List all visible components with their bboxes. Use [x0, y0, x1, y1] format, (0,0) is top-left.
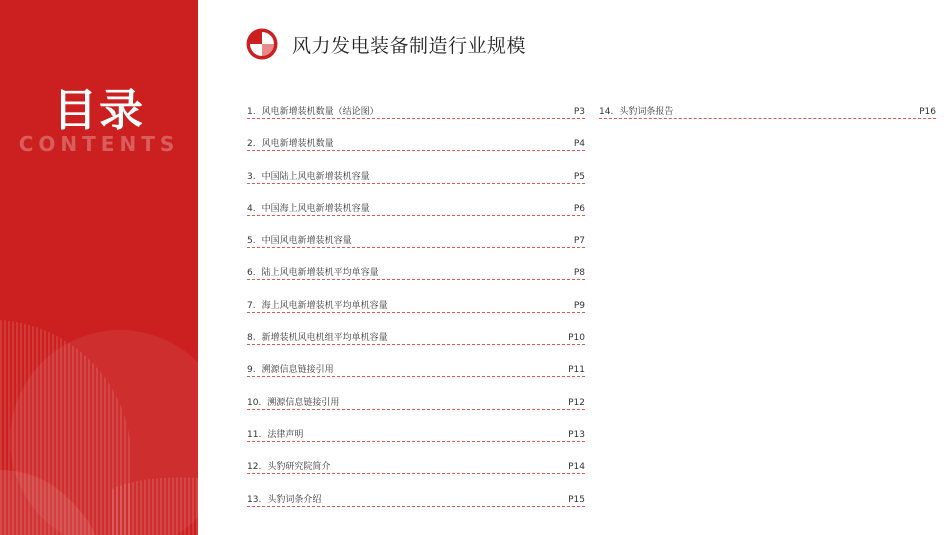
toc-item[interactable]: [599, 104, 936, 136]
toc-item-number: 7.: [247, 300, 256, 311]
toc-item-label: 头豹词条介绍: [267, 494, 322, 505]
toc-item-label: 陆上风电新增装机平均单容量: [261, 268, 379, 279]
toc-item-number: 13.: [247, 494, 262, 505]
toc-item-label: 中国海上风电新增装机容量: [261, 203, 370, 214]
toc-item-number: 9.: [247, 365, 256, 376]
toc-item[interactable]: [247, 169, 585, 201]
toc-item-page: P3: [573, 107, 585, 117]
toc-item[interactable]: [247, 362, 585, 394]
toc-item-page: P10: [568, 333, 585, 344]
toc-item-page: P15: [568, 494, 585, 505]
toc-item-number: 10.: [247, 397, 262, 408]
toc-item-number: 1.: [247, 107, 256, 117]
toc-item-page: P8: [573, 268, 585, 279]
toc-item[interactable]: [247, 265, 585, 297]
toc-item-number: 2.: [247, 139, 256, 150]
toc-item-label: 海上风电新增装机平均单机容量: [261, 300, 388, 311]
toc-item[interactable]: [247, 459, 585, 491]
contents-subtitle: CONTENTS: [18, 132, 180, 156]
toc-item-label: 风电新增装机数量: [261, 139, 334, 150]
toc-item-page: P5: [573, 171, 585, 182]
toc-item-number: 5.: [247, 236, 256, 247]
toc-item[interactable]: [247, 201, 585, 233]
toc-column-right: [599, 104, 936, 136]
toc-item-number: 14.: [599, 107, 614, 117]
toc-item-page: P12: [568, 397, 585, 408]
page-title: 风力发电装备制造行业规模: [292, 34, 527, 57]
toc-item[interactable]: [247, 330, 585, 362]
toc-item-label: 头豹研究院简介: [267, 462, 331, 473]
toc-item-label: 溯源信息链接引用: [261, 365, 334, 376]
toc-item-page: P11: [568, 365, 585, 376]
toc-column-left: [247, 104, 585, 524]
toc-item-label: 溯源信息链接引用: [267, 397, 340, 408]
toc-item-number: 3.: [247, 171, 256, 182]
toc-item-number: 8.: [247, 333, 256, 344]
page-header: [246, 28, 526, 60]
toc-item[interactable]: [247, 492, 585, 524]
toc-item[interactable]: [247, 298, 585, 330]
toc-item-label: 新增装机风电机组平均单机容量: [261, 333, 388, 344]
toc-item[interactable]: [247, 395, 585, 427]
toc-item-number: 4.: [247, 203, 256, 214]
side-panel: [0, 0, 198, 535]
toc-item-number: 11.: [247, 429, 262, 440]
toc-item[interactable]: [247, 104, 585, 136]
toc-item-number: 12.: [247, 462, 262, 473]
toc-item-label: 法律声明: [267, 429, 304, 440]
toc-item-label: 头豹词条报告: [619, 107, 674, 117]
toc-item-page: P7: [573, 236, 585, 247]
toc-item-page: P9: [573, 300, 585, 311]
toc-item[interactable]: [247, 233, 585, 265]
toc-item-page: P13: [568, 429, 585, 440]
toc-item-page: P14: [568, 462, 585, 473]
toc-item-page: P16: [919, 107, 936, 117]
logo-icon: [246, 28, 278, 60]
toc-item-page: P4: [573, 139, 585, 150]
toc-item-label: 风电新增装机数量（结论图）: [261, 107, 379, 117]
contents-title: 目录: [53, 85, 145, 136]
toc-item-page: P6: [573, 203, 585, 214]
toc-item[interactable]: [247, 136, 585, 168]
toc-item-label: 中国陆上风电新增装机容量: [261, 171, 370, 182]
toc-item-number: 6.: [247, 268, 256, 279]
toc-item-label: 中国风电新增装机容量: [261, 236, 352, 247]
toc-item[interactable]: [247, 427, 585, 459]
